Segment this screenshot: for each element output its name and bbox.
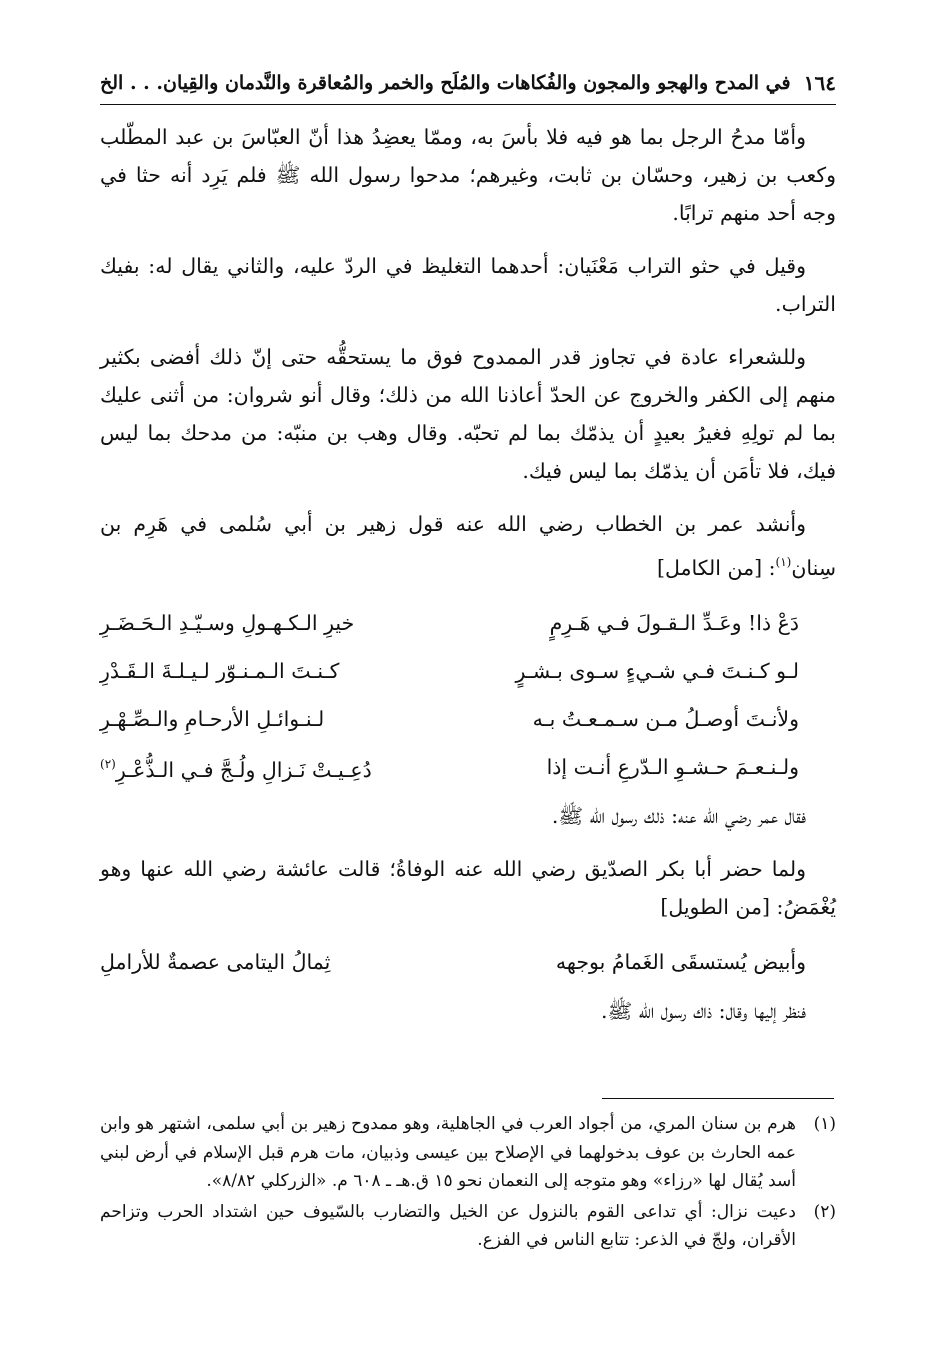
verse-first-hemistich: وأبيض يُستسقَى الغَمامُ بوجهه xyxy=(555,950,806,974)
poem-meter: : [من الكامل] xyxy=(656,556,776,580)
verse xyxy=(100,743,836,791)
verse-first-hemistich: دَعْ ذا! وعَـدِّ الـقـولَ فـي هَـرِمٍ xyxy=(549,611,799,635)
verse-second-hemistich: خيرِ الـكـهـولِ وسـيّـدِ الـحَـضَـرِ xyxy=(100,611,355,635)
footnote-number: (٢) xyxy=(813,1201,836,1222)
main-text xyxy=(100,118,836,1045)
poem-meter: : [من الطويل] xyxy=(660,895,784,919)
footnote xyxy=(100,1198,836,1255)
verse xyxy=(100,938,836,986)
running-header xyxy=(100,62,836,105)
poem-intro-text: وأنشد عمر بن الخطاب رضي الله عنه قول زهير بن أبي سُلمى في هَرِم بن سِنان xyxy=(100,512,836,580)
page-number: ١٦٤ xyxy=(803,71,836,95)
verse-first-hemistich: ولـنـعـمَ حـشـوِ الـدّرعِ أنـت إذا xyxy=(546,755,799,779)
verse-second-hemistich: ثِمالُ اليتامى عصمةٌ للأراملِ xyxy=(100,950,331,974)
footnote-text: هرم بن سنان المري، من أجواد العرب في الجاهلية، وهو ممدوح زهير بن أبي سلمى، اشتهر هو وابن عمه الحارث بن عوف بدخولهما في الإصلاح بين عيسى وذبيان، مات هرم قبل الإسلام في أرض لبني أسد يُقال لها «رزاء» وهو متوجه إلى النعمان نحو ١٥ ق.هـ ـ ٦٠٨ م. «الزركلي ٨/٨٢». xyxy=(100,1114,796,1191)
verse-second-hemistich xyxy=(100,745,454,789)
verse-second-hemistich: كـنـتَ الـمـنـوّر لـيـلـةَ الـقَـدْرِ xyxy=(100,659,340,683)
paragraph: فقال عمر رضي الله عنه: ذلك رسول الله ﷺ. xyxy=(551,804,806,828)
footnote-separator xyxy=(602,1098,834,1099)
verse-first-hemistich: لـو كـنـتَ فـي شـيءٍ سـوى بـشـرٍ xyxy=(515,659,799,683)
poem-intro xyxy=(100,850,836,926)
paragraph: وأمّا مدحُ الرجل بما هو فيه فلا بأسَ به، وممّا يعضِدُ هذا أنّ العبّاسَ بن عبد المطّلب وكعب بن زهير، وحسّان بن ثابت، وغيرهم؛ مدحوا رسول الله ﷺ فلم يَرِد أنه حثا في وجه أحد منهم ترابًا. xyxy=(100,125,836,225)
verse xyxy=(100,599,836,647)
footnote xyxy=(100,1110,836,1196)
paragraph: وللشعراء عادة في تجاوز قدر الممدوح فوق ما يستحقُّه حتى إنّ ذلك أفضى بكثير منهم إلى الكفر والخروج عن الحدّ أعاذنا الله من ذلك؛ وقال أنو شروان: من أثنى عليك بما لم تولِهِ فغيرُ بعيدٍ أن يذمّك بما لم تحبّه. وقال وهب بن منبّه: من مدحك بما ليس فيك، فلا تأمَن أن يذمّك بما ليس فيك. xyxy=(100,345,836,483)
running-title: في المدح والهجو والمجون والفُكاهات والمُلَح والخمر والمُعاقرة والنَّدمان والقِيان. . . الخ xyxy=(100,72,791,94)
poem-intro xyxy=(100,505,836,587)
paragraph: وقيل في حثو التراب مَعْنَيان: أحدهما التغليظ في الردّ عليه، والثاني يقال له: بفيك التراب. xyxy=(100,254,836,316)
poem xyxy=(100,599,836,791)
paragraph: فنظر إليها وقال: ذاك رسول الله ﷺ. xyxy=(601,999,806,1023)
poem-intro-text: ولما حضر أبا بكر الصدّيق رضي الله عنه الوفاةُ؛ قالت عائشة رضي الله عنها وهو يُغْمَضُ xyxy=(100,857,836,919)
footnote-ref: (١) xyxy=(775,555,792,569)
poem xyxy=(100,938,836,986)
footnote-number: (١) xyxy=(813,1114,836,1134)
footnote-ref: (٢) xyxy=(100,757,116,771)
verse-first-hemistich: ولأنـتَ أوصـلُ مـن سـمـعـتُ بـه xyxy=(532,707,799,731)
verse xyxy=(100,695,836,743)
verse-second-hemistich-text: دُعِـيـتْ نَـزالِ ولُـجَّ فـي الـذُّعْـرِ xyxy=(115,758,372,782)
verse-second-hemistich: لـنـوائـلِ الأرحـامِ والـصِّـهْـرِ xyxy=(100,707,325,731)
verse xyxy=(100,647,836,695)
footnotes xyxy=(100,1110,836,1257)
footnote-text: دعيت نزال: أي تداعى القوم بالنزول عن الخيل والتضارب بالسّيوف حين اشتداد الحرب وتزاحم الأقران، ولجّ في الذعر: تتابع الناس في الفزع. xyxy=(100,1201,796,1250)
